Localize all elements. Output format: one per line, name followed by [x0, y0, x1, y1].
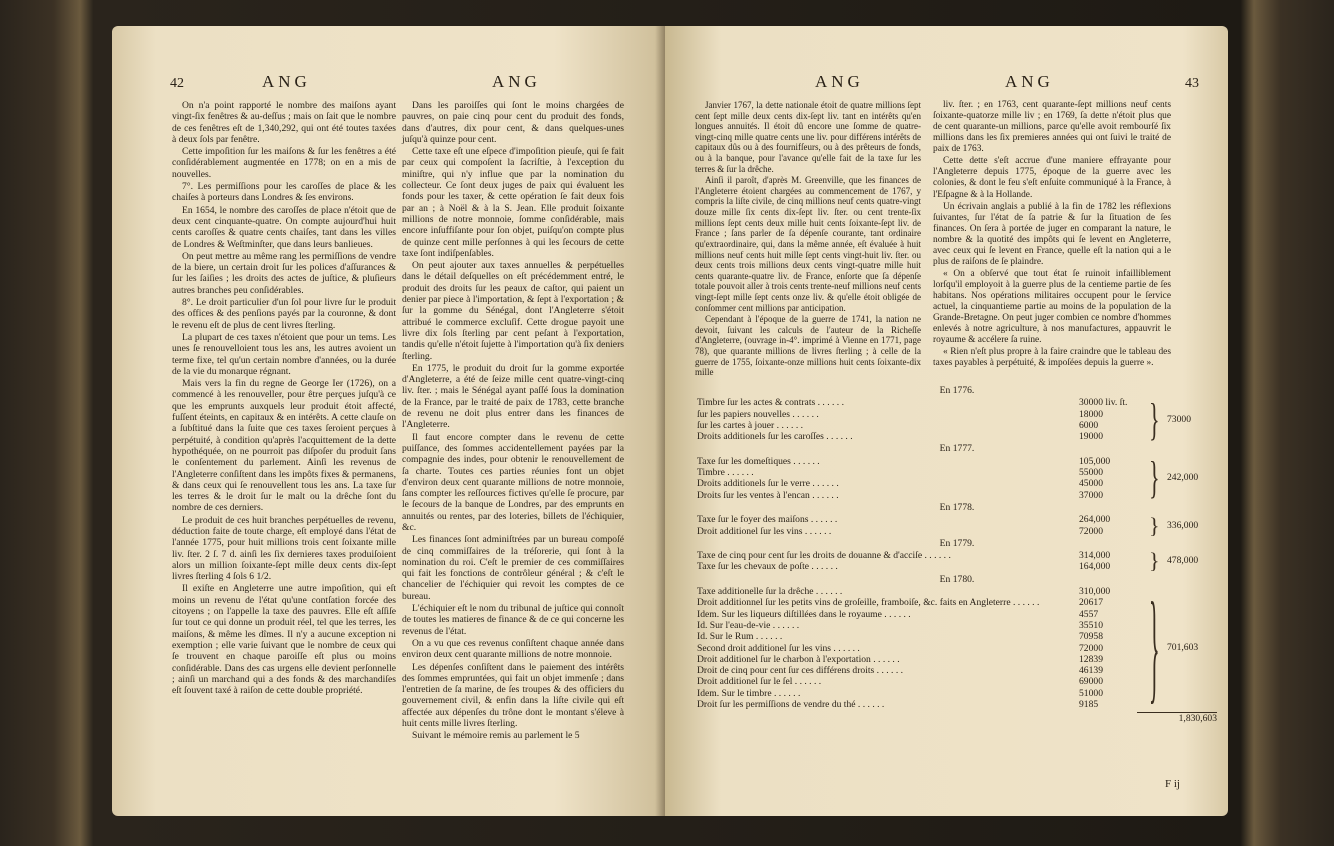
paragraph: Les finances ſont adminiſtrées par un bureau compoſé de cinq commiſſaires de la tréſorerie, qui ſont à la nomination du roi. C'eſt le premier de ces commiſſaires qui fait les fonctions de contrôleur général ; & c'eſt le chancelier de l'échiquier qui revoit les comptes de ce bureau.: [402, 534, 624, 602]
group-total: 242,000: [1167, 472, 1199, 484]
table-group: [697, 550, 1217, 573]
brace-icon: }: [1149, 512, 1160, 538]
table-row: [697, 620, 1217, 631]
paragraph: Suivant le mémoire remis au parlement le 5: [412, 730, 580, 742]
left-column-2: [402, 100, 624, 743]
brace-icon: }: [1149, 574, 1160, 716]
right-page: [665, 26, 1228, 816]
table-row: [697, 609, 1217, 620]
paragraph: On a vu que ces revenus conſiſtent chaque année dans environ deux cent quarante millions de notre monnoie.: [402, 637, 624, 661]
paragraph: Ainſi il paroît, d'après M. Greenville, que les finances de l'Angleterre étoient chargées au commencement de 1767, y compris la liſte civile, de cinq millions neuf cents quatre-vingt douze mille ſix cents dix-ſept liv. ſter. ou cent trente-ſix millions ſept cents deux mille huit cents ſoixante-ſept liv. de France ; ſans parler de ſa dépenſe courante, tant ordinaire qu'extraordinaire, qui, dans la même année, eſt évaluée à huit millions neuf cents huit mille ſept cents vingt-huit liv. ſter. ou deux cents trois millions deux cents vingt-quatre mille huit cents quarante-quatre liv. de France, enſorte que ſa dépenſe totale pouvoit aller à trois cents trente-neuf millions neuf cents vingt-ſept mille ſept cents onze liv. & qu'elle étoit obligée de conſommer cent millions par anticipation.: [695, 175, 921, 313]
tax-label: Idem. Sur le timbre . . . . . .: [697, 687, 801, 699]
table-row: [697, 490, 1217, 501]
table-row: [697, 514, 1217, 525]
paragraph: Il faut encore compter dans le revenu de cette puiſſance, des ſommes accidentellement payées par la compagnie des indes, pour obtenir le renouvellement de ſa charte. Toutes ces parties réunies font un objet d'environ deux cent quarante millions de notre monnoie, ſans compter les reſſources fictives qu'elle ſe procure, par le ſecours de la banque de Londres, par des emprunts en annuités ou rentes, par des loteries, billets de l'échiquier, &c.: [402, 431, 624, 533]
tax-label: Timbre ſur les actes & contrats . . . . . .: [697, 397, 844, 409]
brace-icon: }: [1149, 451, 1160, 504]
tax-label: Id. Sur le Rum . . . . . .: [697, 631, 783, 643]
tax-value: 264,000: [1079, 514, 1111, 526]
tax-label: Idem. Sur les liqueurs diſtillées dans le royaume . . . . . .: [697, 608, 911, 620]
tax-label: Second droit additionel ſur les vins . . . . . .: [697, 642, 860, 654]
tax-value: 55000: [1079, 467, 1103, 479]
tax-label: Taxe de cinq pour cent ſur les droits de douanne & d'acciſe . . . . . .: [697, 550, 951, 562]
tax-value: 18000: [1079, 408, 1103, 420]
right-column-2: [933, 100, 1171, 371]
paragraph: Cette taxe eſt une eſpece d'impoſition pieuſe, qui ſe fait par ceux qui compoſent la ſacriſtie, à l'exception du miniſtre, qui n'y influe que par la nomination du collecteur. Ce ſont deux juges de paix qui évaluent les fonds pour les taxer, & cette opération ſe fait deux fois par an ; à Noël & à la S. Jean. Elle produit ſoixante millions de notre monnoie, ſomme conſidérable, mais encore inſuffiſante pour ſon objet, puiſqu'on compte plus de quinze cent mille perſonnes à qui les ſecours de cette taxe ſont indiſpenſables.: [402, 146, 624, 259]
page-number: 42: [170, 76, 184, 91]
paragraph: Dans les paroiſſes qui ſont le moins chargées de pauvres, on paie cinq pour cent du produit des fonds, dans d'autres, dix pour cent, & dans quelques-unes juſqu'à quinze pour cent.: [402, 100, 624, 145]
tax-value: 310,000: [1079, 586, 1111, 598]
tax-value: 105,000: [1079, 455, 1111, 467]
tax-value: 164,000: [1079, 561, 1111, 573]
tax-value: 37000: [1079, 489, 1103, 501]
table-row: [697, 597, 1217, 608]
brace-icon: }: [1149, 548, 1160, 574]
paragraph: Janvier 1767, la dette nationale étoit de quatre millions ſept cent ſept mille deux cents dix-ſept liv. tant en intérêts qu'en longues annuités. Il étoit dû encore une ſomme de quatre-vingt-cinq mille quatre cents une liv. pour différens intérêts de capitaux dûs ou à des fournifſeurs, ou à des prêteurs de fonds, ou à la banque, pour l'avance qu'elle fait de la taxe ſur les terres & ſur la drêche.: [695, 100, 921, 174]
tax-label: Droits additionels ſur le verre . . . . . .: [697, 478, 839, 490]
tax-label: Droit additionel ſur le charbon à l'exportation . . . . . .: [697, 653, 900, 665]
table-row: [697, 409, 1217, 420]
table-row: [697, 665, 1217, 676]
tax-value: 20617: [1079, 597, 1103, 609]
tax-label: Droit additionel ſur le ſel . . . . . .: [697, 676, 822, 688]
tax-value: 12839: [1079, 653, 1103, 665]
grand-total: 1,830,603: [1137, 712, 1217, 724]
left-page: [112, 26, 665, 816]
tax-value: 69000: [1079, 676, 1103, 688]
tax-value: 19000: [1079, 431, 1103, 443]
tax-value: 72000: [1079, 525, 1103, 537]
running-head-right: ANG: [1005, 72, 1054, 91]
tax-label: Id. Sur l'eau-de-vie . . . . . .: [697, 619, 800, 631]
table-row: [697, 676, 1217, 687]
group-total: 336,000: [1167, 519, 1199, 531]
tax-label: Droit ſur les permiſſions de vendre du thé . . . . . .: [697, 699, 885, 711]
tax-label: Droit additionnel ſur les petits vins de groſeille, framboiſe, &c. faits en Angleterre . . . . . .: [697, 597, 1040, 609]
table-year-heading: En 1776.: [939, 385, 975, 396]
table-row: [697, 643, 1217, 654]
paragraph: La plupart de ces taxes n'étoient que pour un tems. Les unes ſe renouvelloient tous les ans, les autres avoient un terme fixe, tel qu'un certain nombre d'années, ou la durée de la vie du monarque régnant.: [172, 331, 396, 377]
tax-label: Droit de cinq pour cent ſur ces différens droits . . . . . .: [697, 665, 904, 677]
table-row: [697, 561, 1217, 572]
tax-label: Taxe ſur le foyer des maiſons . . . . . .: [697, 514, 838, 526]
running-head-right: ANG: [492, 72, 541, 91]
tax-value: 314,000: [1079, 550, 1111, 562]
paragraph: Cependant à l'époque de la guerre de 1741, la nation ne devoit, ſuivant les calculs de l'auteur de la Richeſſe d'Angleterre, (ouvrage in-4°. imprimé à Vienne en 1771, page 78), que quarante millions de livres ſterling ; à celle de la guerre de 1755, ſoixante-onze millions huit cents ſoixante-dix mille: [695, 314, 921, 378]
table-row: [697, 478, 1217, 489]
tax-value: 9185: [1079, 699, 1099, 711]
tax-label: ſur les papiers nouvelles . . . . . .: [697, 408, 819, 420]
table-row: [697, 631, 1217, 642]
table-group: [697, 514, 1217, 537]
paragraph: On n'a point rapporté le nombre des maiſons ayant vingt-ſix fenêtres & au-deſſus ; mais on ſait que le nombre de ces fenêtres eſt de 1,340,292, qui ont été toutes taxées à deux ſols par fenêtre.: [172, 100, 396, 145]
paragraph: « Rien n'eſt plus propre à la faire craindre que le tableau des taxes payables à perpétuité, & impoſées depuis la guerre ».: [933, 347, 1171, 369]
tax-value: 4557: [1079, 608, 1099, 620]
paragraph: Le produit de ces huit branches perpétuelles de revenu, déduction faite de toute charge, eſt employé dans l'état de l'année 1775, pour huit millions trois cent ſoixante mille liv. ſter. 2 ſ. 7 d. ainſi les ſix dernieres taxes produiſoient alors un million ſoixante-ſept mille deux cents dix-ſept livres ſterling 4 ſols 6 1/2.: [172, 514, 396, 583]
table-year-heading: En 1778.: [939, 501, 975, 513]
tax-label: Taxe additionelle ſur la drêche . . . . . .: [697, 586, 843, 598]
table-group: [697, 451, 1217, 504]
tax-value: 72000: [1079, 642, 1103, 654]
tax-label: Timbre . . . . . .: [697, 467, 754, 479]
paragraph: On peut ajouter aux taxes annuelles & perpétuelles dans le détail deſquelles on eſt précédemment entré, le produit des droits ſur les peaux de caſtor, qui paient un denier par piece à l'importation, & ſept à l'exportation ; & ſur la gomme du Sénégal, dont l'Angleterre s'étoit attribué le commerce excluſif. Cette drogue payoit une livre dix ſols ſterling par cent peſant à l'exportation, tandis qu'elle n'étoit ſujette à l'importation qu'à ſix deniers ſterling.: [402, 260, 624, 362]
running-head-left: ANG: [815, 72, 864, 91]
table-row: [697, 688, 1217, 699]
tax-value: 35510: [1079, 619, 1103, 631]
group-total: 73000: [1167, 413, 1191, 425]
paragraph: L'échiquier eſt le nom du tribunal de juſtice qui connoît de toutes les matieres de finance & de ce qui concerne les revenus de l'état.: [402, 603, 624, 637]
tax-label: ſur les cartes à jouer . . . . . .: [697, 419, 804, 431]
tax-value: 70958: [1079, 631, 1103, 643]
right-column-1: [695, 100, 921, 379]
page-number: 43: [1185, 76, 1199, 91]
tax-label: Taxe ſur les domeſtiques . . . . . .: [697, 455, 820, 467]
paragraph: liv. ſter. ; en 1763, cent quarante-ſept millions neuf cents ſoixante-quatorze mille liv ; en 1769, ſa dette n'étoit plus que de cent quarante-un millions, parce qu'elle avoit rembourſé ſix millions dans les ſix premieres années qui ont ſuivi le traité de paix de 1763.: [933, 100, 1171, 155]
tax-label: Taxe ſur les chevaux de poſte . . . . . .: [697, 561, 838, 573]
paragraph: Un écrivain anglais a publié à la fin de 1782 les réflexions ſuivantes, ſur l'état de ſa patrie & ſur la ſituation de ſes finances. On ſera à portée de juger en comparant la nature, le nombre & la quotité des impôts qui ſe levent en Angleterre, avec ceux qui ſe levent en France, quelle eſt la nation qui a le plus de raiſons de ſe plaindre.: [933, 201, 1171, 267]
tax-value: 30000 liv. ſt.: [1079, 397, 1128, 409]
paragraph: « On a obſervé que tout état ſe ruinoit infailliblement lorſqu'il employoit à la guerre plus de la centieme partie de ſes habitans. Nos opérations militaires occupent pour le ſervice actuel, la cinquantieme partie au moins de la population de la Grande-Bretagne. On peut juger combien ce nombre d'hommes enlevés à notre agriculture, à nos manufactures, appauvrit le royaume & accélere ſa ruine.: [933, 268, 1171, 346]
table-row: [697, 431, 1217, 442]
tax-label: Droit additionel ſur les vins . . . . . .: [697, 525, 832, 537]
tax-value: 51000: [1079, 687, 1103, 699]
paragraph: Les dépenſes conſiſtent dans le paiement des intérêts des ſommes empruntées, qui fait un objet immenſe ; dans l'entretien de ſa marine, de ſes troupes & des officiers du gouvernement civil, & enfin dans la liſte civile qui eſt affectée aux dépenſes du trône dont le montant s'éleve à huit cents mille livres ſterling.: [402, 661, 624, 730]
paragraph: Cette dette s'eſt accrue d'une maniere effrayante pour l'Angleterre depuis 1775, époque de la guerre avec les colonies, & dont le feu s'eſt enſuite communiqué à la France, à l'Eſpagne & à la Hollande.: [933, 156, 1171, 200]
table-row: [697, 456, 1217, 467]
left-column-1: [172, 100, 396, 697]
table-row: [697, 467, 1217, 478]
group-total: 701,603: [1167, 642, 1199, 654]
tax-table: [697, 384, 1217, 725]
table-row: [697, 420, 1217, 431]
tax-value: 45000: [1079, 478, 1103, 490]
paragraph: Il exiſte en Angleterre une autre impoſition, qui eſt moins un revenu de l'état qu'une contſation forcée des citoyens ; on l'appelle la taxe des pauvres. Elle eſt aſſiſe ſur tout ce qui donne un produit réel, tel que les terres, les maiſons, & même les dîmes. Il n'y a aucune exception ni exemption ; elle varie ſuivant que le nombre de ceux qui ſe trouvent en chaque paroiſſe eſt plus ou moins conſidérable. Dans des cas urgens elle devient perſonnelle ; ainſi un marchand qui a des fonds & des marchandiſes eſt ſouvent taxé à raiſon de cette double propriété.: [172, 583, 396, 697]
table-year-heading: En 1779.: [939, 537, 975, 549]
tax-label: Droits ſur les ventes à l'encan . . . . . .: [697, 489, 839, 501]
tax-value: 6000: [1079, 419, 1099, 431]
brace-icon: }: [1149, 393, 1160, 445]
paragraph: En 1775, le produit du droit ſur la gomme exportée d'Angleterre, a été de ſeize mille cent quatre-vingt-cinq liv. ſter. ; mais le Sénégal ayant paſſé ſous la domination de la France, par le traité de paix de 1783, cette branche de revenu ne doit plus entrer dans les finances de l'Angleterre.: [402, 362, 624, 431]
table-row: [697, 526, 1217, 537]
paragraph: On peut mettre au même rang les permiſſions de vendre de la biere, un certain droit ſur les polices d'aſſurances & ſur les ſaiſies ; les droits des actes de juſtice, & pluſieurs autres branches peu conſidérables.: [172, 250, 396, 296]
group-total: 478,000: [1167, 555, 1199, 567]
table-row: [697, 397, 1217, 408]
table-year-heading: En 1780.: [939, 573, 975, 585]
paragraph: Cette impoſition ſur les maiſons & ſur les fenêtres a été conſidérablement augmentée en 1778; on en a mis de nouvelles.: [172, 146, 396, 180]
signature-mark: F ij: [1165, 778, 1180, 790]
table-group: [697, 393, 1217, 445]
paragraph: Mais vers la fin du regne de George Ier (1726), on a commencé à les renouveller, pour être perçues juſqu'à ce que les emprunts auxquels leur produit étoit affecté, fuſſent éteints, en capitaux & en intérêts. A cette clauſe on a ſubſtitué dans la ſuite que ces taxes ſeroient perçues à perpétuité, à condition qu'après l'acquittement de la dette hypothéquée, on ne pourroit pas diſpoſer du produit ſans le conſentement du parlement. Ainſi les revenus de l'Angleterre conſiſtent dans les impôts fixes & permanens, & dans ceux qui ſe renouvellent tous les ans. La taxe ſur les terres & le droit ſur le malt ou la drêche ſont du nombre de ces derniers.: [172, 378, 396, 514]
table-row: [697, 654, 1217, 665]
paragraph: 8°. Le droit particulier d'un ſol pour livre ſur le produit des offices & des penſions payés par la couronne, & dont le revenu eſt de plus de cent livres ſterling.: [172, 297, 396, 331]
table-row: [697, 699, 1217, 710]
running-head-left: ANG: [262, 72, 311, 91]
table-row: [697, 586, 1217, 597]
paragraph: 7°. Les permiſſions pour les caroſſes de place & les chaiſes à porteurs dans Londres & ſes environs.: [172, 181, 396, 204]
table-row: [697, 550, 1217, 561]
paragraph: En 1654, le nombre des caroſſes de place n'étoit que de deux cent cinquante-quatre. On compte aujourd'hui huit cents caroſſes & quatre cents chaiſes, tant dans les villes de Londres & Weſtminſter, que dans leurs banlieues.: [172, 204, 396, 250]
tax-value: 46139: [1079, 665, 1103, 677]
tax-label: Droits additionels ſur les caroſſes . . . . . .: [697, 431, 853, 443]
table-year-heading: En 1777.: [939, 443, 975, 455]
